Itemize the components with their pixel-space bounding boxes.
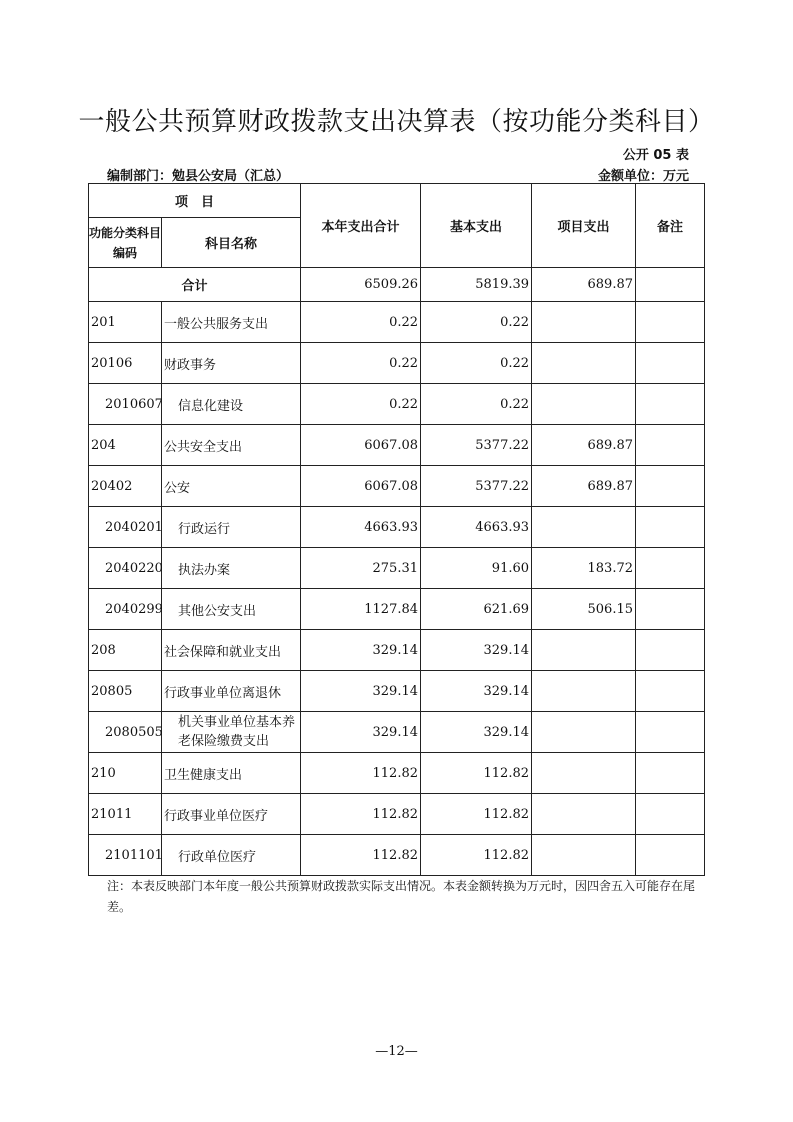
- row-remark: [636, 425, 705, 466]
- header-name: 科目名称: [162, 218, 301, 268]
- total-remark: [636, 268, 705, 302]
- row-code: 2040201: [89, 507, 162, 548]
- table-row: [89, 753, 705, 794]
- department-label: 编制部门：勉县公安局（汇总）: [107, 169, 290, 184]
- total-label: 合计: [89, 268, 301, 302]
- unit-label: 金额单位：万元: [597, 169, 689, 184]
- row-basic: 5377.22: [421, 425, 532, 466]
- row-code: 2010607: [89, 384, 162, 425]
- row-total: 112.82: [301, 794, 421, 835]
- total-basic: 5819.39: [421, 268, 532, 302]
- row-project: [532, 712, 636, 753]
- row-total: 112.82: [301, 835, 421, 876]
- page-number: —12—: [375, 1044, 418, 1059]
- row-basic: 4663.93: [421, 507, 532, 548]
- table-row: [89, 343, 705, 384]
- row-basic: 112.82: [421, 794, 532, 835]
- row-project: [532, 794, 636, 835]
- row-project: 689.87: [532, 425, 636, 466]
- table-row: [89, 507, 705, 548]
- footnote: 注：本表反映部门本年度一般公共预算财政拨款实际支出情况。本表金额转换为万元时，因四舍五入可能存在尾差。: [107, 879, 696, 914]
- row-name: 行政事业单位医疗: [162, 794, 301, 835]
- row-name: 执法办案: [162, 548, 301, 589]
- row-project: [532, 671, 636, 712]
- row-project: [532, 835, 636, 876]
- form-number: 公开 05 表: [622, 148, 689, 163]
- row-basic: 329.14: [421, 671, 532, 712]
- row-remark: [636, 343, 705, 384]
- header-item: 项 目: [89, 184, 301, 218]
- row-total: 0.22: [301, 302, 421, 343]
- row-name: 卫生健康支出: [162, 753, 301, 794]
- row-project: [532, 302, 636, 343]
- row-basic: 0.22: [421, 343, 532, 384]
- row-basic: 621.69: [421, 589, 532, 630]
- row-project: [532, 753, 636, 794]
- table-row: [89, 835, 705, 876]
- row-name: 行政事业单位离退休: [162, 671, 301, 712]
- row-total: 329.14: [301, 712, 421, 753]
- header-total: 本年支出合计: [301, 184, 421, 268]
- row-remark: [636, 548, 705, 589]
- header-row: [89, 184, 705, 218]
- row-total: 329.14: [301, 671, 421, 712]
- row-name: 行政运行: [162, 507, 301, 548]
- row-remark: [636, 794, 705, 835]
- row-basic: 112.82: [421, 835, 532, 876]
- table-row: [89, 466, 705, 507]
- row-remark: [636, 507, 705, 548]
- row-name: 行政单位医疗: [162, 835, 301, 876]
- row-remark: [636, 753, 705, 794]
- row-project: 689.87: [532, 466, 636, 507]
- row-code: 204: [89, 425, 162, 466]
- row-total: 6067.08: [301, 425, 421, 466]
- row-project: 183.72: [532, 548, 636, 589]
- row-basic: 5377.22: [421, 466, 532, 507]
- row-code: 210: [89, 753, 162, 794]
- header-basic: 基本支出: [421, 184, 532, 268]
- expenditure-table: [88, 183, 705, 876]
- row-basic: 91.60: [421, 548, 532, 589]
- row-remark: [636, 712, 705, 753]
- row-remark: [636, 466, 705, 507]
- header-project: 项目支出: [532, 184, 636, 268]
- row-remark: [636, 630, 705, 671]
- header-remark: 备注: [636, 184, 705, 268]
- row-project: 506.15: [532, 589, 636, 630]
- row-remark: [636, 589, 705, 630]
- row-remark: [636, 835, 705, 876]
- row-total: 0.22: [301, 384, 421, 425]
- row-name: 机关事业单位基本养老保险缴费支出: [162, 712, 301, 753]
- row-basic: 112.82: [421, 753, 532, 794]
- row-remark: [636, 671, 705, 712]
- row-name: 其他公安支出: [162, 589, 301, 630]
- row-name: 一般公共服务支出: [162, 302, 301, 343]
- table-row: [89, 548, 705, 589]
- row-total: 6067.08: [301, 466, 421, 507]
- table-row: [89, 384, 705, 425]
- row-project: [532, 384, 636, 425]
- row-code: 21011: [89, 794, 162, 835]
- row-project: [532, 507, 636, 548]
- total-amount: 6509.26: [301, 268, 421, 302]
- row-project: [532, 630, 636, 671]
- row-basic: 329.14: [421, 630, 532, 671]
- total-project: 689.87: [532, 268, 636, 302]
- row-remark: [636, 302, 705, 343]
- table-row: [89, 425, 705, 466]
- row-code: 201: [89, 302, 162, 343]
- row-code: 20805: [89, 671, 162, 712]
- table-row: [89, 671, 705, 712]
- row-total: 329.14: [301, 630, 421, 671]
- table-row: [89, 712, 705, 753]
- row-code: 2040220: [89, 548, 162, 589]
- row-name: 公共安全支出: [162, 425, 301, 466]
- row-remark: [636, 384, 705, 425]
- row-total: 0.22: [301, 343, 421, 384]
- row-total: 4663.93: [301, 507, 421, 548]
- table-row: [89, 630, 705, 671]
- row-name: 信息化建设: [162, 384, 301, 425]
- row-code: 2080505: [89, 712, 162, 753]
- table-row: [89, 589, 705, 630]
- page-title: 一般公共预算财政拨款支出决算表（按功能分类科目）: [78, 107, 715, 137]
- row-total: 112.82: [301, 753, 421, 794]
- row-code: 2040299: [89, 589, 162, 630]
- table-row: [89, 302, 705, 343]
- row-basic: 0.22: [421, 302, 532, 343]
- row-basic: 0.22: [421, 384, 532, 425]
- header-code: 功能分类科目编码: [89, 218, 162, 268]
- row-code: 2101101: [89, 835, 162, 876]
- total-row: [89, 268, 705, 302]
- row-name: 财政事务: [162, 343, 301, 384]
- row-code: 208: [89, 630, 162, 671]
- row-code: 20106: [89, 343, 162, 384]
- row-basic: 329.14: [421, 712, 532, 753]
- row-code: 20402: [89, 466, 162, 507]
- row-project: [532, 343, 636, 384]
- row-total: 275.31: [301, 548, 421, 589]
- row-name: 公安: [162, 466, 301, 507]
- row-total: 1127.84: [301, 589, 421, 630]
- row-name: 社会保障和就业支出: [162, 630, 301, 671]
- table-row: [89, 794, 705, 835]
